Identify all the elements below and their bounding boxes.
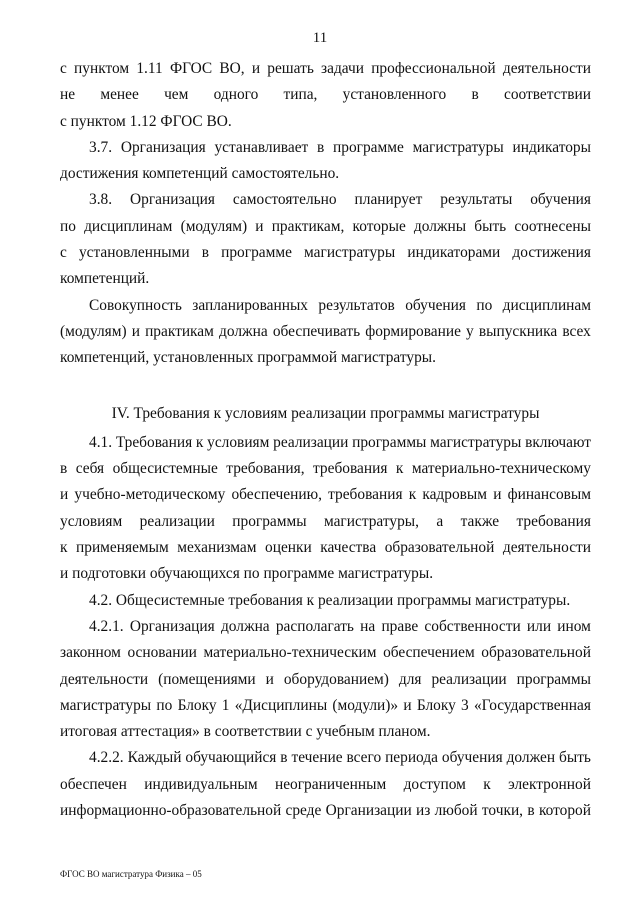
word: «Государственная (473, 696, 591, 714)
word: финансовым (507, 486, 591, 504)
word: 3.8. (89, 191, 113, 209)
word: практикам, (271, 217, 345, 235)
word: 4.2.1. (89, 617, 124, 635)
word: задачи (321, 60, 364, 77)
word: быть (559, 749, 591, 767)
word: к (60, 539, 68, 557)
word: результатов (318, 296, 395, 314)
word: собственности (424, 617, 521, 635)
word: располагать (275, 617, 354, 635)
document-body (60, 56, 591, 824)
word: образовательной (481, 644, 591, 662)
word: Блоку (416, 696, 456, 714)
text-line (60, 772, 591, 798)
word: обучения (530, 191, 591, 209)
word: доступом (403, 775, 466, 793)
word: Блоку (177, 696, 217, 714)
word: в (201, 244, 209, 262)
word: самостоятельно (232, 191, 337, 209)
word: в (280, 749, 288, 767)
word: типа, (283, 86, 318, 104)
word: должна (219, 322, 268, 340)
word: точки, (481, 802, 524, 820)
word: оценки (265, 539, 312, 557)
word: выпускника (478, 322, 558, 340)
word: реализации (431, 670, 507, 688)
word: «Дисциплины (234, 696, 328, 714)
word: себя (75, 460, 105, 478)
word: Совокупность (89, 296, 182, 314)
word: дисциплинам (502, 296, 591, 314)
word: 3 (461, 696, 469, 714)
word: периода (385, 749, 438, 767)
word: условиям (207, 433, 270, 451)
word: должна (220, 617, 270, 635)
word: оборудованием) (283, 670, 389, 688)
text-line (60, 640, 591, 666)
word: (модулям) (60, 322, 127, 340)
word: соответствии (504, 86, 591, 104)
word: установленного (342, 86, 447, 104)
text-line (60, 214, 591, 240)
text-line (60, 693, 591, 719)
word: результаты (440, 191, 513, 209)
word: к (195, 433, 204, 451)
word: реализации (139, 512, 215, 530)
word: программе (333, 138, 404, 156)
text-line: достижения компетенций самостоятельно. (60, 165, 340, 183)
word: и (265, 670, 274, 688)
word: к (483, 775, 491, 793)
text-line (60, 56, 591, 82)
word: (модулям) (180, 217, 248, 235)
word: у (466, 322, 474, 340)
word: одного (213, 86, 259, 104)
word: решать (267, 60, 314, 77)
word: требования (516, 512, 591, 530)
word: а (436, 512, 444, 530)
word: не (60, 86, 76, 104)
word: Каждый (127, 749, 182, 767)
word: обучающийся (185, 749, 277, 767)
word: учебно-методическому (74, 486, 226, 504)
text-line (60, 667, 591, 693)
word: 4.1. (89, 433, 113, 451)
word: и (131, 322, 140, 340)
word: любой (434, 802, 478, 820)
text-line: и подготовки обучающихся по программе магистратуры. (60, 565, 434, 583)
text-line: компетенций. (60, 270, 150, 288)
word: Организация (130, 191, 215, 209)
word: с (60, 244, 67, 262)
word: которой (538, 802, 591, 820)
text-line (60, 482, 591, 508)
word: требования (313, 460, 388, 478)
word: устанавливает (214, 138, 309, 156)
text-line: итоговая аттестация» в соответствии с учебным планом. (60, 723, 431, 741)
word: индикаторы (512, 138, 591, 156)
word: пунктом (74, 60, 130, 77)
word: для (398, 670, 422, 688)
word: неограниченным (274, 775, 387, 793)
word: условиям (60, 512, 123, 530)
word: обучения (441, 749, 503, 767)
word: программы (516, 670, 591, 688)
paragraph-4-2-1-line (60, 614, 591, 640)
word: реализации (273, 433, 349, 451)
word: профессиональной (371, 60, 496, 77)
word: законном (60, 644, 121, 662)
paragraph-3-7-line (60, 135, 591, 161)
paragraph-3-8-line (60, 187, 591, 213)
word: деятельности (502, 60, 591, 77)
word: к (395, 460, 404, 478)
word: ВО, (219, 60, 245, 77)
paragraph-4-2-line: 4.2. Общесистемные требования к реализации программы магистратуры. (89, 591, 571, 609)
word: из (416, 802, 431, 820)
text-line (60, 240, 591, 266)
word: обеспечению, (231, 486, 322, 504)
word: по (476, 296, 493, 314)
text-line (60, 456, 591, 482)
word: образовательной (384, 539, 495, 557)
word: формирование (365, 322, 461, 340)
word: в (527, 802, 535, 820)
word: установленными (78, 244, 190, 262)
word: дисциплинам (84, 217, 173, 235)
word: которые (352, 217, 406, 235)
paragraph-4-2-2-line (60, 745, 591, 771)
word: обеспечен (60, 775, 127, 793)
word: Организации (325, 802, 412, 820)
word: запланированных (192, 296, 309, 314)
word: всех (562, 322, 591, 340)
word: информационно-образовательной (60, 802, 282, 820)
word: материально-техническим (203, 644, 377, 662)
word: программы (352, 433, 427, 451)
word: применяемым (76, 539, 169, 557)
word: по (156, 696, 173, 714)
word: быть (474, 217, 507, 235)
word: (модули)» (332, 696, 399, 714)
word: программы (232, 512, 307, 530)
word: деятельности (502, 539, 591, 557)
word: (помещениями (158, 670, 256, 688)
paragraph-line (60, 293, 591, 319)
word: достижения (512, 244, 591, 262)
word: обеспечением (383, 644, 475, 662)
word: в (471, 86, 479, 104)
word: обеспечивать (272, 322, 361, 340)
word: на (360, 617, 376, 635)
word: Организация (120, 138, 206, 156)
text-line: компетенций, установленных программой магистратуры. (60, 349, 436, 367)
word: магистратуры, (323, 512, 419, 530)
word: ФГОС (169, 60, 213, 77)
word: Организация (129, 617, 215, 635)
word: общесистемные (112, 460, 218, 478)
word: включают (525, 433, 591, 451)
word: планирует (354, 191, 423, 209)
word: и (60, 486, 69, 504)
word: магистратуры (430, 433, 522, 451)
word: к (408, 486, 417, 504)
word: по (60, 217, 76, 235)
text-line (60, 319, 591, 345)
word: требования (328, 486, 403, 504)
word: магистратуры (304, 244, 396, 262)
word: также (460, 512, 500, 530)
word: 1 (221, 696, 230, 714)
word: электронной (508, 775, 591, 793)
word: качества (320, 539, 377, 557)
text-line (60, 798, 591, 824)
section-heading: IV. Требования к условиям реализации программы магистратуры (111, 404, 540, 422)
word: кадровым (422, 486, 488, 504)
word: магистратуры (412, 138, 504, 156)
word: 1.11 (136, 60, 163, 77)
word: и (255, 217, 264, 235)
word: индикаторами (407, 244, 501, 262)
word: и (403, 696, 412, 714)
word: течение (291, 749, 343, 767)
word: требования, (226, 460, 305, 478)
word: деятельности (60, 670, 149, 688)
word: ином (557, 617, 591, 635)
text-line: с пунктом 1.12 ФГОС ВО. (60, 112, 232, 130)
text-line (60, 509, 591, 535)
word: программе (221, 244, 292, 262)
word: соотнесены (514, 217, 591, 235)
word: должны (413, 217, 467, 235)
word: в (317, 138, 325, 156)
word: практикам (145, 322, 214, 340)
paragraph-4-1-line (60, 430, 591, 456)
word: с (60, 60, 67, 77)
word: или (526, 617, 552, 635)
word: праве (381, 617, 419, 635)
word: менее (100, 86, 139, 104)
word: 3.7. (89, 138, 113, 156)
word: и (493, 486, 502, 504)
word: и (251, 60, 261, 77)
word: 4.2.2. (89, 749, 124, 767)
text-line (60, 535, 591, 561)
word: магистратуры (60, 696, 152, 714)
section-gap (60, 372, 591, 401)
word: в (60, 460, 68, 478)
word: обучения (405, 296, 466, 314)
word: всего (346, 749, 382, 767)
text-line (60, 82, 591, 108)
word: чем (164, 86, 189, 104)
word: Требования (115, 433, 193, 451)
word: среде (285, 802, 322, 820)
word: должен (506, 749, 556, 767)
word: индивидуальным (144, 775, 258, 793)
word: материально-техническому (411, 460, 591, 478)
page-number: 11 (312, 30, 328, 46)
word: основании (127, 644, 197, 662)
footer-text: ФГОС ВО магистратура Физика – 05 (60, 869, 202, 879)
word: механизмам (177, 539, 257, 557)
